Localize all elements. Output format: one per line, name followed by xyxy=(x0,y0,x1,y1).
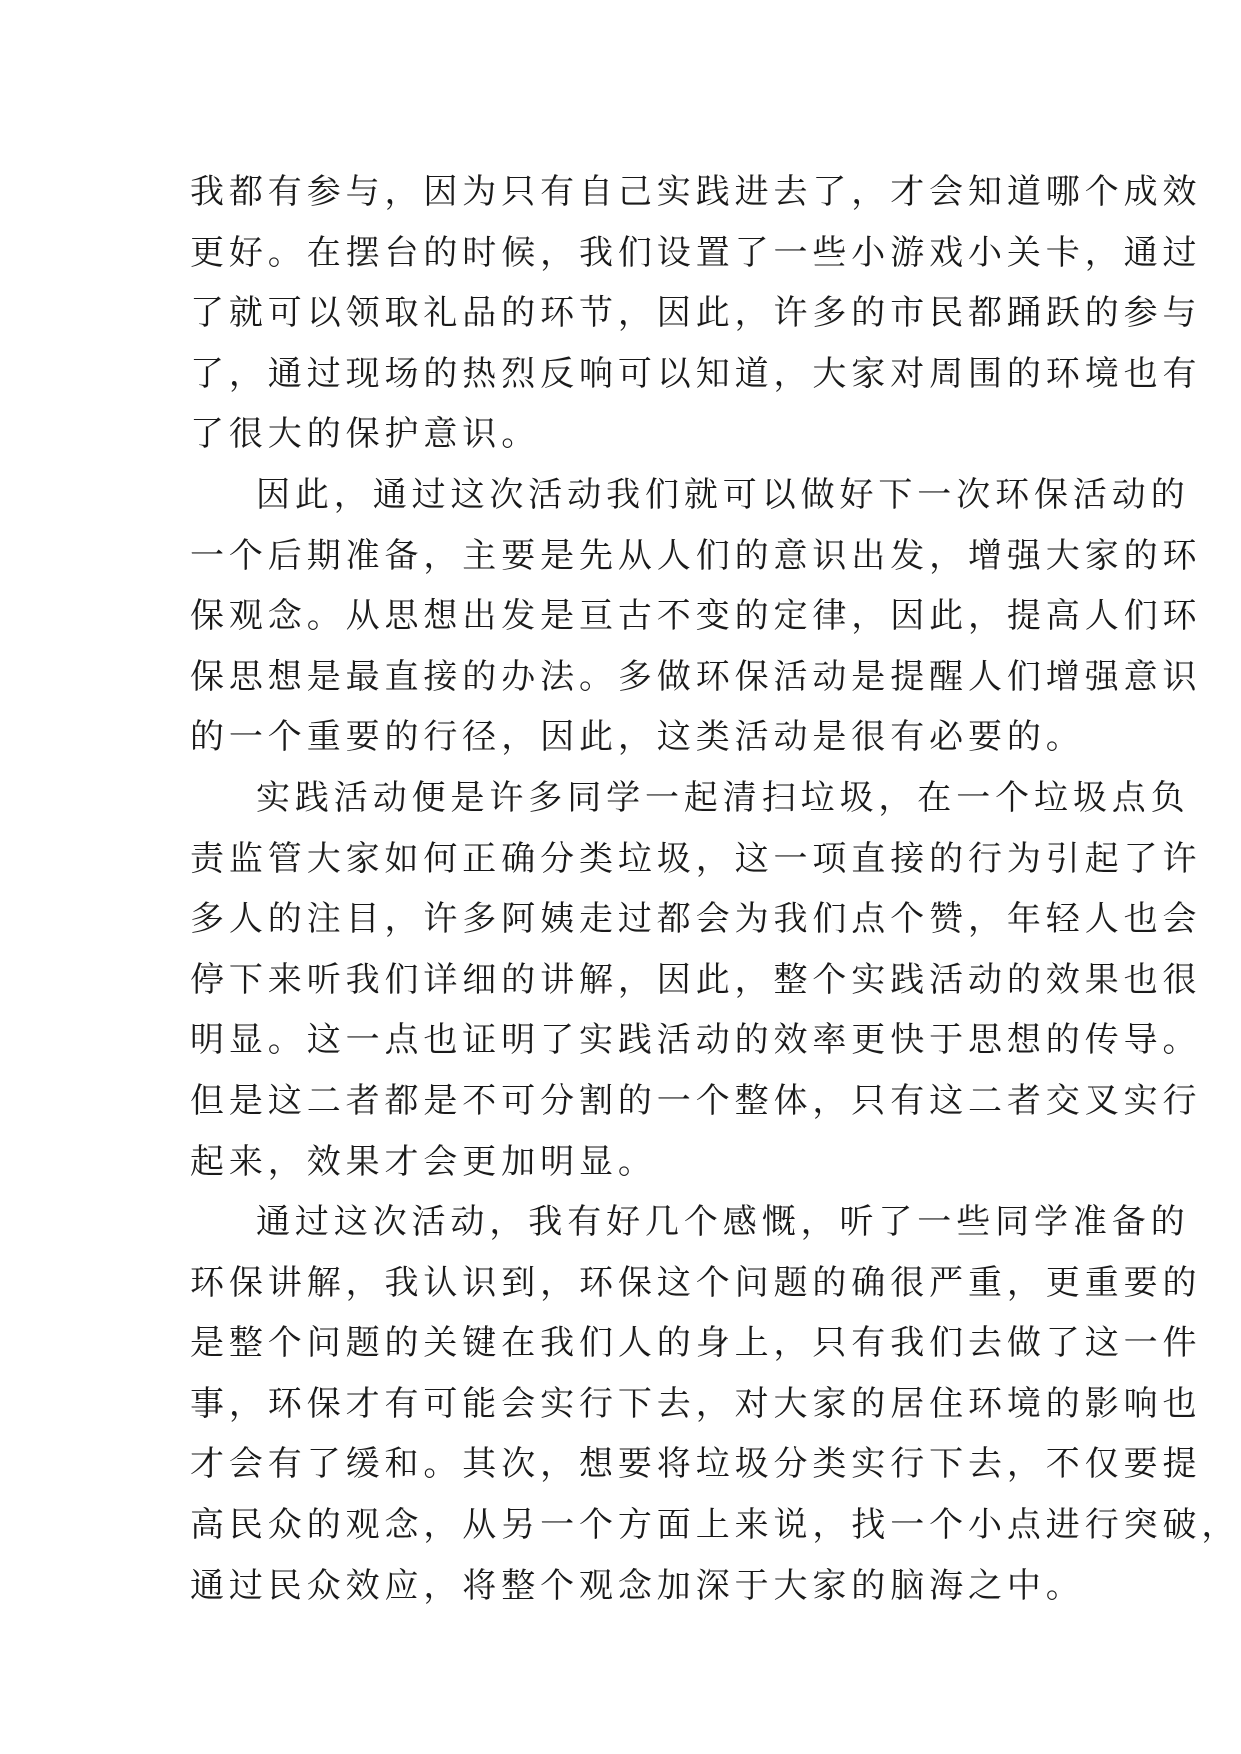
paragraph-1 xyxy=(190,162,1202,465)
text-line: 了，通过现场的热烈反响可以知道，大家对周围的环境也有 xyxy=(190,353,1202,394)
text-line: 一个后期准备，主要是先从人们的意识出发，增强大家的环 xyxy=(190,535,1202,576)
text-line: 的一个重要的行径，因此，这类活动是很有必要的。 xyxy=(190,717,1085,758)
text-line: 但是这二者都是不可分割的一个整体，只有这二者交叉实行 xyxy=(190,1080,1202,1121)
text-line: 起来，效果才会更加明显。 xyxy=(190,1141,657,1182)
text-line: 停下来听我们详细的讲解，因此，整个实践活动的效果也很 xyxy=(190,959,1202,1000)
text-line: 通过这次活动，我有好几个感慨，听了一些同学准备的 xyxy=(256,1202,1190,1243)
text-line: 我都有参与，因为只有自己实践进去了，才会知道哪个成效 xyxy=(190,172,1202,212)
text-line: 责监管大家如何正确分类垃圾，这一项直接的行为引起了许 xyxy=(190,838,1202,879)
document-body xyxy=(190,162,1241,1616)
text-line: 了就可以领取礼品的环节，因此，许多的市民都踊跃的参与 xyxy=(190,293,1202,334)
text-line: 保观念。从思想出发是亘古不变的定律，因此，提高人们环 xyxy=(190,596,1202,637)
paragraph-3 xyxy=(190,768,1202,1192)
text-line: 了很大的保护意识。 xyxy=(190,414,541,455)
text-line: 明显。这一点也证明了实践活动的效率更快于思想的传导。 xyxy=(190,1020,1202,1061)
text-line: 高民众的观念，从另一个方面上来说，找一个小点进行突破， xyxy=(190,1505,1241,1546)
text-line: 多人的注目，许多阿姨走过都会为我们点个赞，年轻人也会 xyxy=(190,899,1202,940)
text-line: 是整个问题的关键在我们人的身上，只有我们去做了这一件 xyxy=(190,1323,1202,1364)
text-line: 因此，通过这次活动我们就可以做好下一次环保活动的 xyxy=(256,474,1190,515)
text-line: 保思想是最直接的办法。多做环保活动是提醒人们增强意识 xyxy=(190,656,1202,697)
text-line: 环保讲解，我认识到，环保这个问题的确很严重，更重要的 xyxy=(190,1262,1202,1303)
paragraph-2 xyxy=(190,465,1202,768)
text-line: 更好。在摆台的时候，我们设置了一些小游戏小关卡，通过 xyxy=(190,232,1202,273)
text-line: 通过民众效应，将整个观念加深于大家的脑海之中。 xyxy=(190,1565,1085,1606)
text-line: 事，环保才有可能会实行下去，对大家的居住环境的影响也 xyxy=(190,1383,1202,1424)
text-line: 才会有了缓和。其次，想要将垃圾分类实行下去，不仅要提 xyxy=(190,1444,1202,1485)
text-line: 实践活动便是许多同学一起清扫垃圾，在一个垃圾点负 xyxy=(256,777,1190,818)
paragraph-4 xyxy=(190,1192,1241,1616)
